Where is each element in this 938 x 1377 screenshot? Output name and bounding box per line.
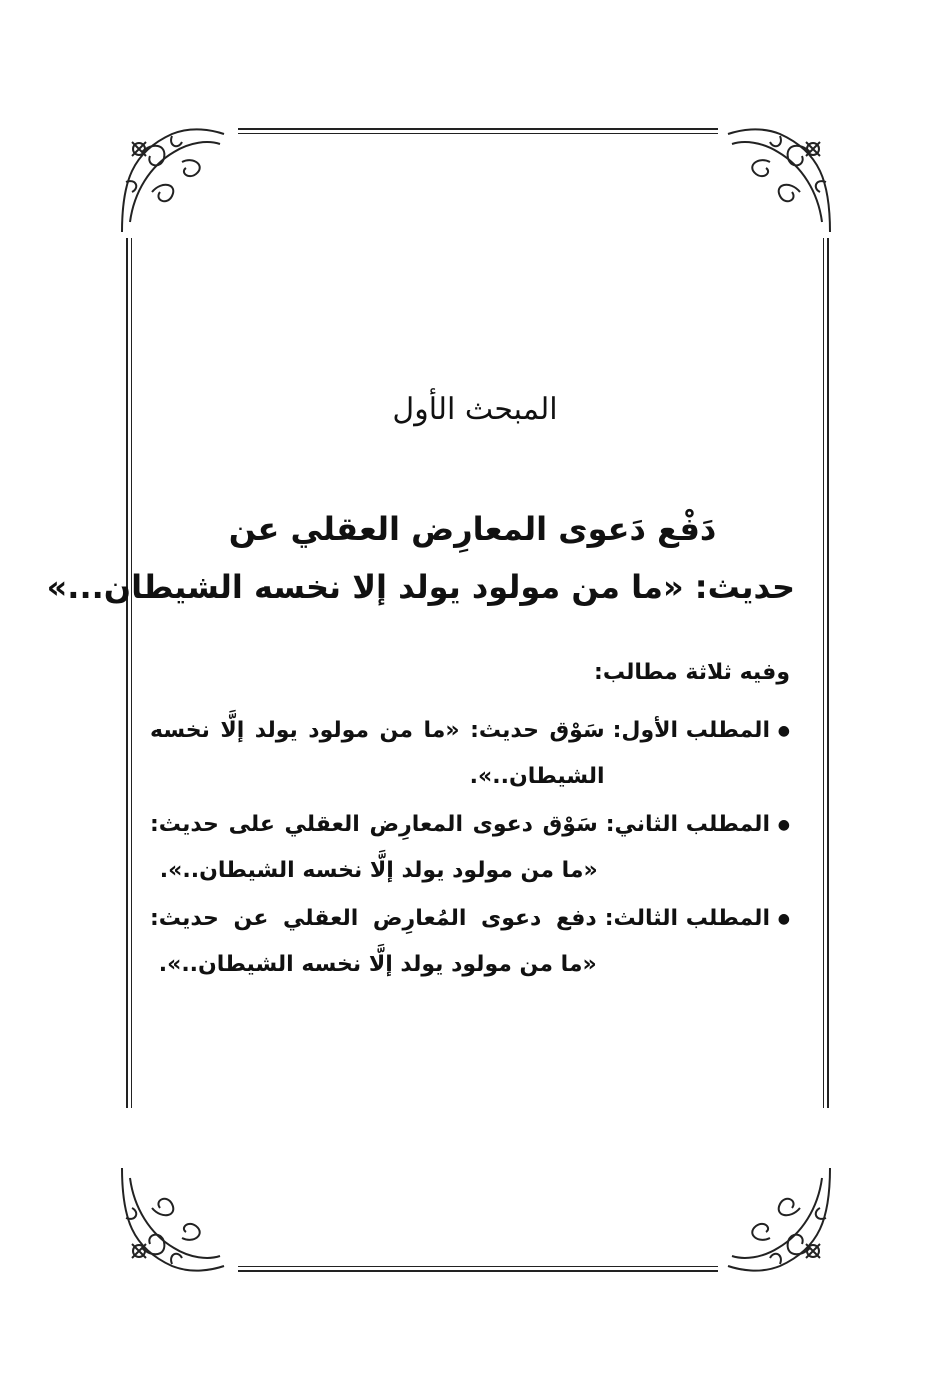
frame-bottom-line-inner <box>238 1266 718 1267</box>
item-label: المطلب الثاني: <box>605 812 770 837</box>
frame-right-line-inner <box>823 238 824 1108</box>
item-text: دفع دعوى المُعارِض العقلي عن حديث: «ما من مولود يولد إلَّا نخسه الشيطان..». <box>150 906 597 977</box>
frame-left-line-inner <box>131 238 132 1108</box>
list-item <box>150 802 790 894</box>
section-title: المبحث الأول <box>392 392 558 427</box>
bullet-icon: ● <box>777 723 790 739</box>
intro-text: وفيه ثلاثة مطالب: <box>594 660 790 685</box>
bullet-icon: ● <box>777 817 790 833</box>
item-label: المطلب الثالث: <box>604 906 770 931</box>
list-item <box>150 708 790 800</box>
bottom-right-ornament-icon <box>722 1160 840 1278</box>
frame-right-line <box>827 238 829 1108</box>
bottom-left-ornament-icon <box>112 1160 230 1278</box>
sections-list <box>150 708 790 990</box>
top-right-ornament-icon <box>722 122 840 240</box>
frame-top-line <box>238 128 718 130</box>
item-label: المطلب الأول: <box>612 718 770 743</box>
frame-left-line <box>126 238 128 1108</box>
bullet-icon: ● <box>777 911 790 927</box>
main-heading-line-2: حديث: «ما من مولود يولد إلا نخسه الشيطان...» <box>46 568 795 606</box>
top-left-ornament-icon <box>112 122 230 240</box>
frame-top-line-inner <box>238 133 718 134</box>
item-text: سَوْق حديث: «ما من مولود يولد إلَّا نخسه الشيطان..». <box>150 718 605 789</box>
main-heading-line-1: دَفْع دَعوى المعارِض العقلي عن <box>228 510 717 548</box>
list-item <box>150 896 790 988</box>
item-text: سَوْق دعوى المعارِض العقلي على حديث: «ما من مولود يولد إلَّا نخسه الشيطان..». <box>150 812 598 883</box>
frame-bottom-line <box>238 1270 718 1272</box>
